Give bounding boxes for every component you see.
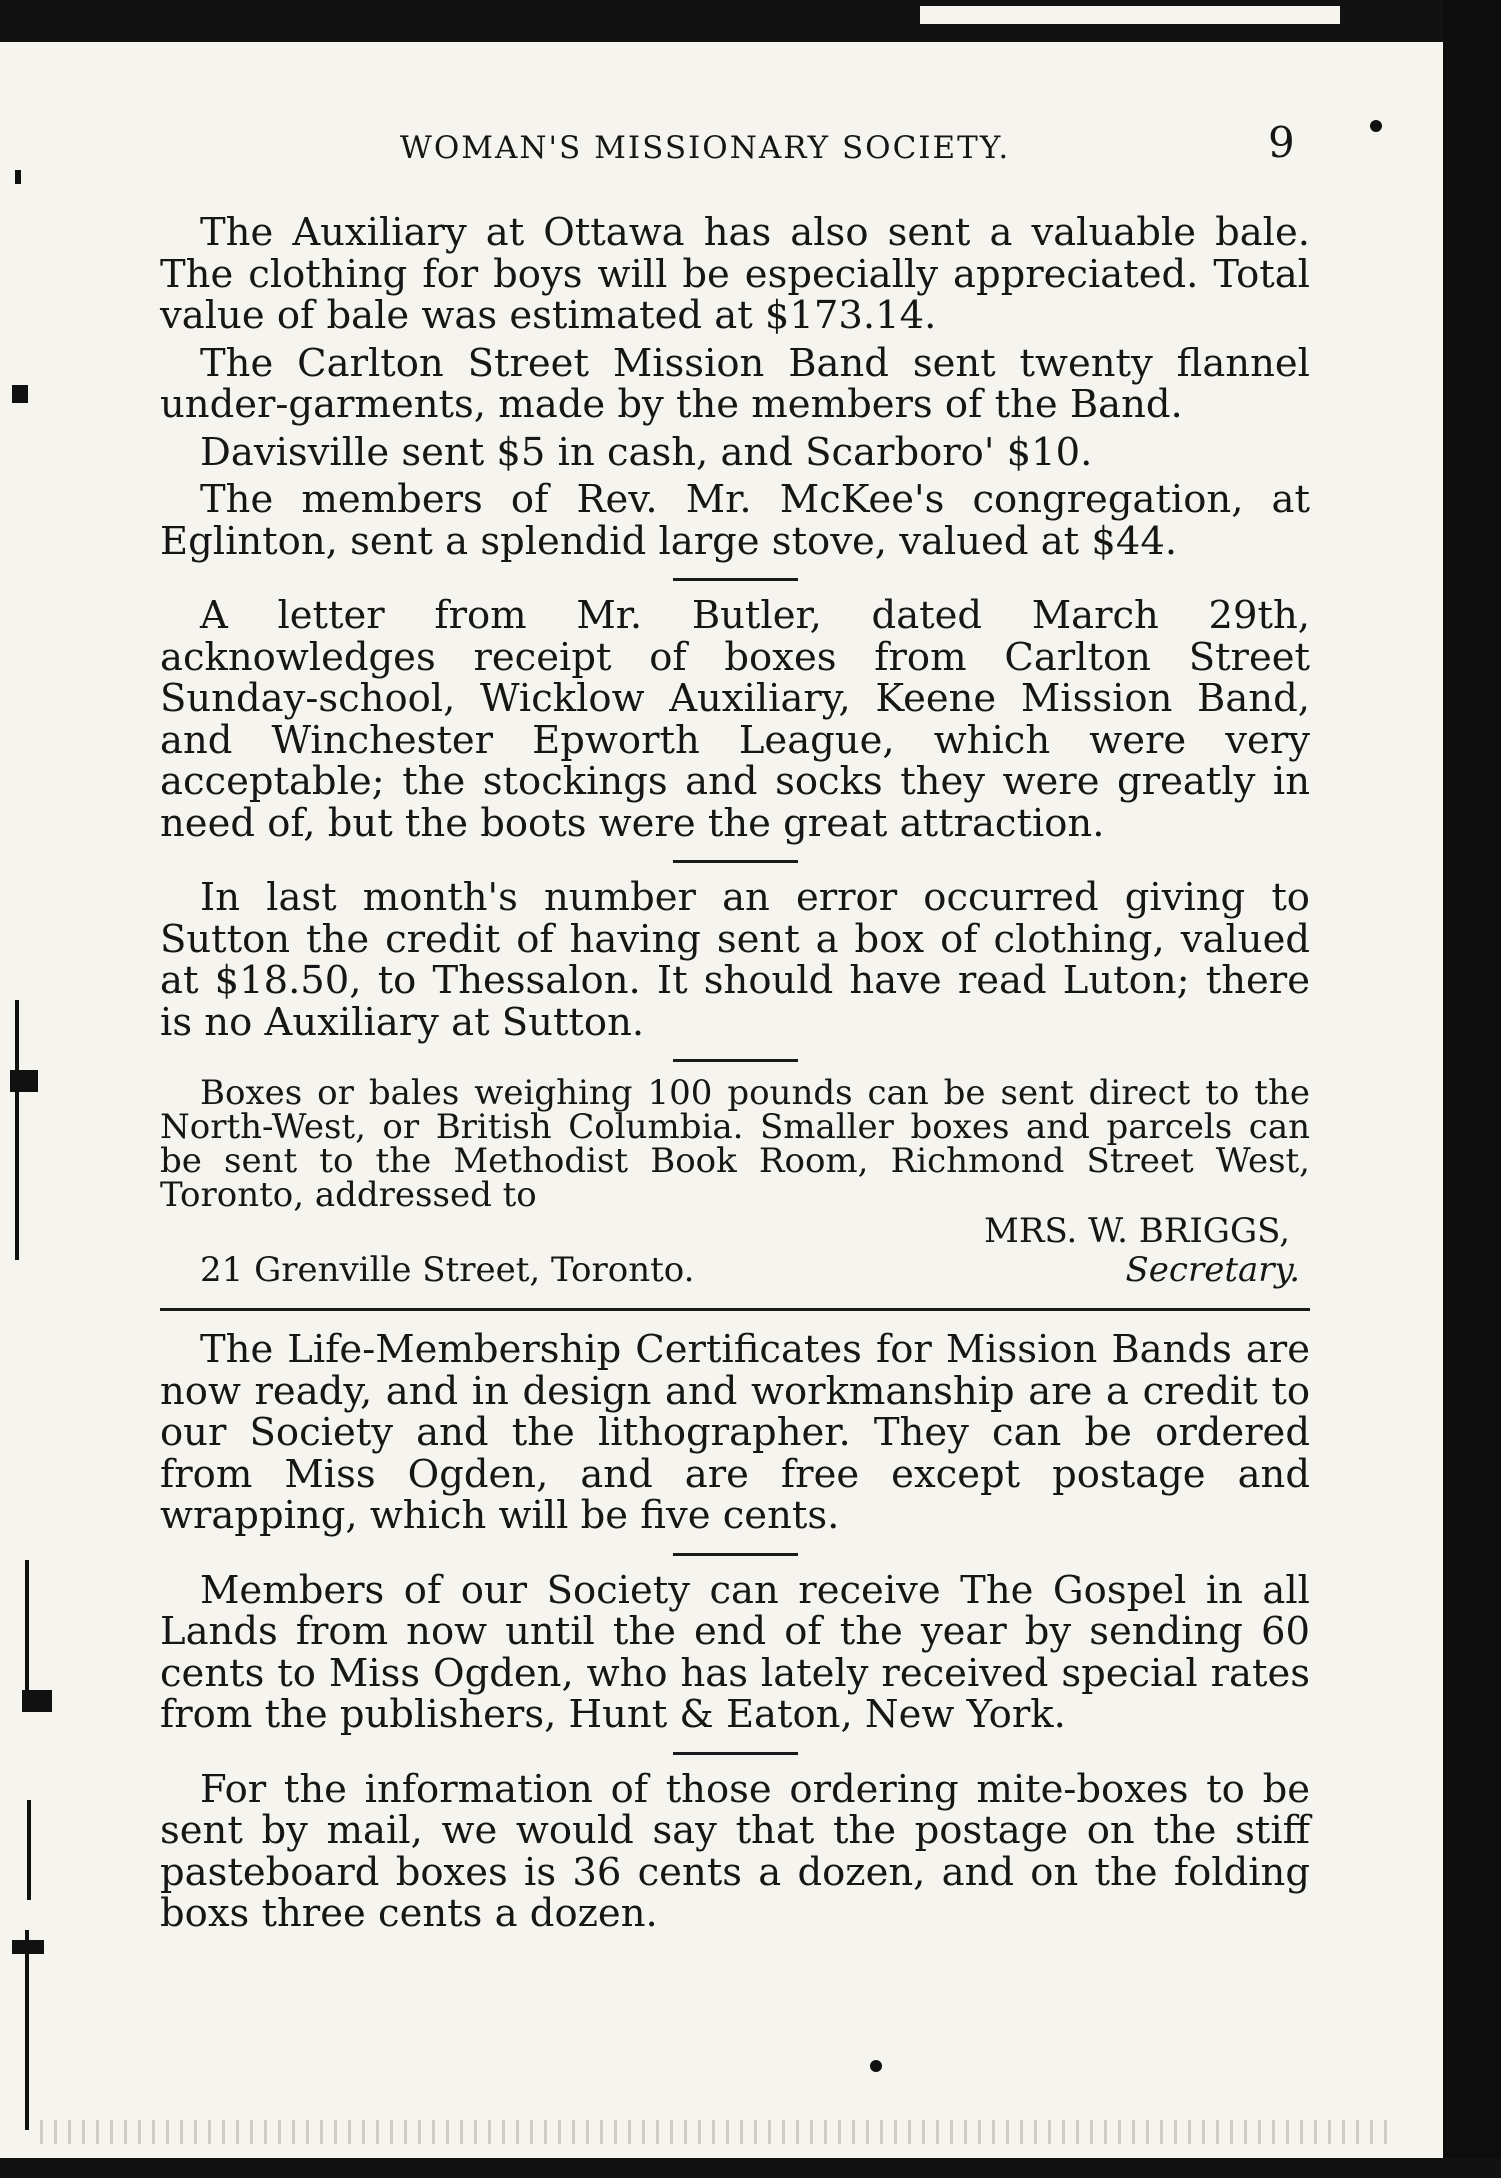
scan-margin-mark bbox=[15, 1000, 19, 1260]
paragraph-mite-boxes: For the information of those ordering mite-boxes to be sent by mail, we would say that the postage on the stiff pasteboard boxes is 36 cents a dozen, and on the folding boxs three cents a dozen. bbox=[160, 1766, 1310, 1936]
section-divider bbox=[673, 1752, 798, 1755]
paragraph-butler-letter: A letter from Mr. Butler, dated March 29th, acknowledges receipt of boxes from Carlton Street Sunday-school, Wicklow Auxiliary, Keene Mission Band, and Winchester Epworth League, which were very acceptable; the stockings and socks they were greatly in need of, but the boots were the great attraction. bbox=[160, 593, 1310, 846]
page-number: 9 bbox=[1268, 118, 1295, 167]
scan-bottom-border bbox=[0, 2158, 1501, 2178]
signature-address: 21 Grenville Street, Toronto. bbox=[200, 1250, 695, 1290]
scan-margin-mark bbox=[25, 1930, 29, 2130]
paragraph-ottawa-bale: The Auxiliary at Ottawa has also sent a valuable bale. The clothing for boys will be especially appreciated. Total value of bale was estimated at $173.14. bbox=[160, 210, 1310, 338]
paragraph-mckee-stove: The members of Rev. Mr. McKee's congregation, at Eglinton, sent a splendid large stove, valued at $44. bbox=[160, 477, 1310, 564]
scan-margin-mark bbox=[12, 385, 28, 403]
page-header bbox=[0, 118, 1501, 178]
scan-top-border bbox=[0, 0, 1501, 42]
paragraph-carlton-band: The Carlton Street Mission Band sent twenty flannel under-garments, made by the members of the Band. bbox=[160, 340, 1310, 427]
scan-dot bbox=[870, 2060, 882, 2072]
section-divider bbox=[673, 578, 798, 581]
paragraph-davisville: Davisville sent $5 in cash, and Scarboro' $10. bbox=[200, 429, 1093, 475]
scan-margin-mark bbox=[25, 1560, 29, 1690]
section-divider bbox=[673, 860, 798, 863]
paragraph-erratum: In last month's number an error occurred giving to Sutton the credit of having sent a box of clothing, valued at $18.50, to Thessalon. It should have read Luton; there is no Auxiliary at Sutton. bbox=[160, 875, 1310, 1045]
scan-margin-mark bbox=[22, 1690, 52, 1712]
section-divider bbox=[673, 1553, 798, 1556]
scan-bottom-noise bbox=[40, 2120, 1390, 2144]
scan-margin-mark bbox=[27, 1800, 31, 1900]
paragraph-shipping-notice: Boxes or bales weighing 100 pounds can be sent direct to the North-West, or British Columbia. Smaller boxes and parcels can be sent to the Methodist Book Room, Richmond Street West, Toronto, addressed to bbox=[160, 1073, 1310, 1215]
signature-line bbox=[160, 1250, 1310, 1290]
scan-margin-mark bbox=[12, 1940, 44, 1954]
section-divider bbox=[673, 1059, 798, 1062]
paragraph-certificates: The Life-Membership Certificates for Mission Bands are now ready, and in design and workmanship are a credit to our Society and the lithographer. They can be ordered from Miss Ogden, and are free except postage and wrapping, which will be five cents. bbox=[160, 1327, 1310, 1538]
paragraph-gospel-offer: Members of our Society can receive The Gospel in all Lands from now until the end of the year by sending 60 cents to Miss Ogden, who has lately received special rates from the publishers, Hunt & Eaton, New York. bbox=[160, 1567, 1310, 1737]
scan-right-border bbox=[1443, 0, 1501, 2178]
scan-margin-mark bbox=[10, 1070, 38, 1092]
signature-role: Secretary. bbox=[1125, 1250, 1300, 1290]
running-title: WOMAN'S MISSIONARY SOCIETY. bbox=[400, 130, 1011, 166]
section-rule bbox=[160, 1308, 1310, 1311]
page-body bbox=[160, 212, 1310, 1935]
signature-name: MRS. W. BRIGGS, bbox=[984, 1211, 1290, 1251]
